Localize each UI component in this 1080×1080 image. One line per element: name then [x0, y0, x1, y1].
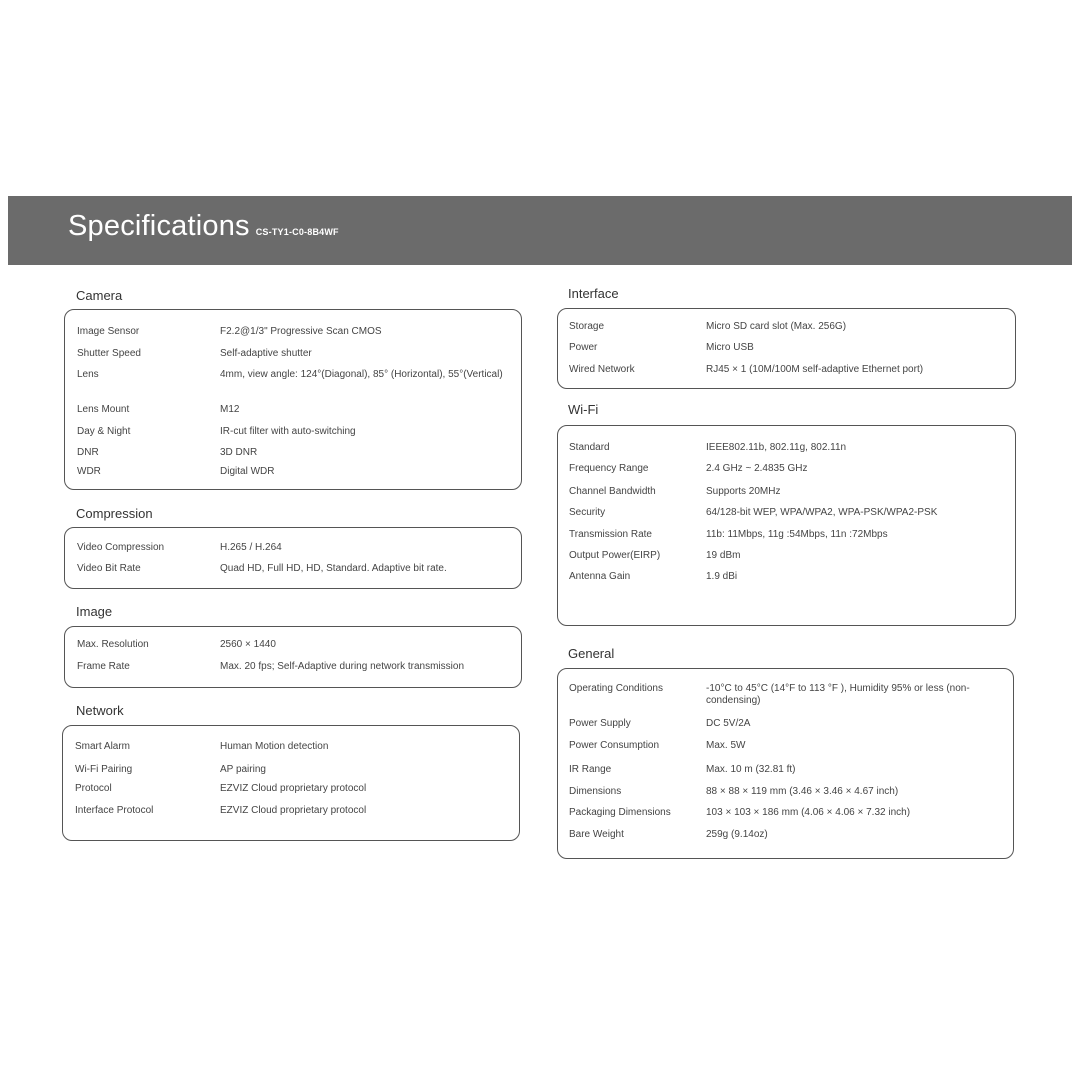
- spec-label: Operating Conditions: [569, 683, 663, 694]
- spec-label: Transmission Rate: [569, 529, 652, 540]
- spec-label: Dimensions: [569, 786, 622, 797]
- spec-label: Wired Network: [569, 364, 635, 375]
- interface-spec-box: [557, 308, 1016, 389]
- spec-value: EZVIZ Cloud proprietary protocol: [220, 805, 367, 816]
- spec-value: 4mm, view angle: 124°(Diagonal), 85° (Horizontal), 55°(Vertical): [220, 369, 503, 380]
- spec-value: 11b: 11Mbps, 11g :54Mbps, 11n :72Mbps: [706, 529, 888, 540]
- spec-value: IEEE802.11b, 802.11g, 802.11n: [706, 442, 847, 453]
- network-section-title: Network: [76, 703, 124, 718]
- general-spec-box: [557, 668, 1014, 859]
- spec-value: IR-cut filter with auto-switching: [220, 426, 356, 437]
- spec-value: 103 × 103 × 186 mm (4.06 × 4.06 × 7.32 inch): [706, 807, 911, 818]
- spec-label: Antenna Gain: [569, 571, 631, 582]
- spec-label: DNR: [77, 447, 99, 458]
- model-number: CS-TY1-C0-8B4WF: [255, 227, 339, 237]
- spec-label: Interface Protocol: [75, 805, 154, 816]
- spec-value: 3D DNR: [220, 447, 258, 458]
- spec-value: H.265 / H.264: [220, 542, 282, 553]
- compression-section-title: Compression: [76, 506, 153, 521]
- spec-value: F2.2@1/3" Progressive Scan CMOS: [220, 326, 382, 337]
- spec-label: Channel Bandwidth: [569, 486, 656, 497]
- spec-value: Micro USB: [706, 342, 754, 353]
- spec-value: Self-adaptive shutter: [220, 348, 312, 359]
- spec-value: 64/128-bit WEP, WPA/WPA2, WPA-PSK/WPA2-PSK: [706, 507, 938, 518]
- spec-value: DC 5V/2A: [706, 718, 751, 729]
- camera-spec-box: [64, 309, 522, 490]
- image-spec-box: [64, 626, 522, 688]
- spec-value: Micro SD card slot (Max. 256G): [706, 321, 847, 332]
- spec-value: EZVIZ Cloud proprietary protocol: [220, 783, 367, 794]
- spec-label: WDR: [77, 466, 101, 477]
- spec-value: 259g (9.14oz): [706, 829, 768, 840]
- spec-label: Lens Mount: [77, 404, 130, 415]
- spec-value: AP pairing: [220, 764, 266, 775]
- spec-value: 2560 × 1440: [220, 639, 276, 650]
- spec-label: Packaging Dimensions: [569, 807, 671, 818]
- spec-value: Digital WDR: [220, 466, 275, 477]
- spec-label: Standard: [569, 442, 610, 453]
- spec-value: 88 × 88 × 119 mm (3.46 × 3.46 × 4.67 inch): [706, 786, 899, 797]
- spec-label: Smart Alarm: [75, 741, 131, 752]
- spec-label: Max. Resolution: [77, 639, 149, 650]
- spec-value: RJ45 × 1 (10M/100M self-adaptive Ethernet port): [706, 364, 924, 375]
- network-spec-box: [62, 725, 520, 841]
- spec-label: Video Bit Rate: [77, 563, 141, 574]
- spec-label: Security: [569, 507, 606, 518]
- camera-section-title: Camera: [76, 288, 123, 303]
- spec-label: Lens: [77, 369, 99, 380]
- spec-label: Frame Rate: [77, 661, 130, 672]
- spec-label: Video Compression: [77, 542, 165, 553]
- spec-value: -10°C to 45°C (14°F to 113 °F ), Humidity 95% or less (non-condensing): [706, 683, 970, 706]
- spec-label: Storage: [569, 321, 605, 332]
- spec-value: Max. 20 fps; Self-Adaptive during network transmission: [220, 661, 464, 672]
- spec-label: Wi-Fi Pairing: [75, 764, 133, 775]
- title-text: Specifications: [68, 210, 250, 242]
- spec-value: 1.9 dBi: [706, 571, 738, 582]
- spec-value: Quad HD, Full HD, HD, Standard. Adaptive bit rate.: [220, 563, 447, 574]
- spec-value: Max. 5W: [706, 740, 746, 751]
- header-band: [8, 196, 1072, 265]
- spec-value: M12: [220, 404, 240, 415]
- spec-label: IR Range: [569, 764, 612, 775]
- spec-label: Protocol: [75, 783, 112, 794]
- compression-spec-box: [64, 527, 522, 589]
- spec-value: Max. 10 m (32.81 ft): [706, 764, 796, 775]
- spec-label: Power: [569, 342, 598, 353]
- spec-label: Output Power(EIRP): [569, 550, 661, 561]
- spec-value: Human Motion detection: [220, 741, 329, 752]
- spec-label: Image Sensor: [77, 326, 140, 337]
- spec-label: Day & Night: [77, 426, 131, 437]
- spec-label: Power Consumption: [569, 740, 660, 751]
- spec-value: Supports 20MHz: [706, 486, 781, 497]
- image-section-title: Image: [76, 604, 113, 619]
- spec-label: Power Supply: [569, 718, 631, 729]
- spec-label: Shutter Speed: [77, 348, 141, 359]
- spec-value: 2.4 GHz ~ 2.4835 GHz: [706, 463, 808, 474]
- spec-label: Frequency Range: [569, 463, 649, 474]
- spec-label: Bare Weight: [569, 829, 624, 840]
- wifi-spec-box: [557, 425, 1016, 626]
- interface-section-title: Interface: [568, 286, 619, 301]
- spec-value: 19 dBm: [706, 550, 741, 561]
- wifi-section-title: Wi-Fi: [568, 402, 599, 417]
- page-title: [68, 210, 339, 243]
- general-section-title: General: [568, 646, 615, 661]
